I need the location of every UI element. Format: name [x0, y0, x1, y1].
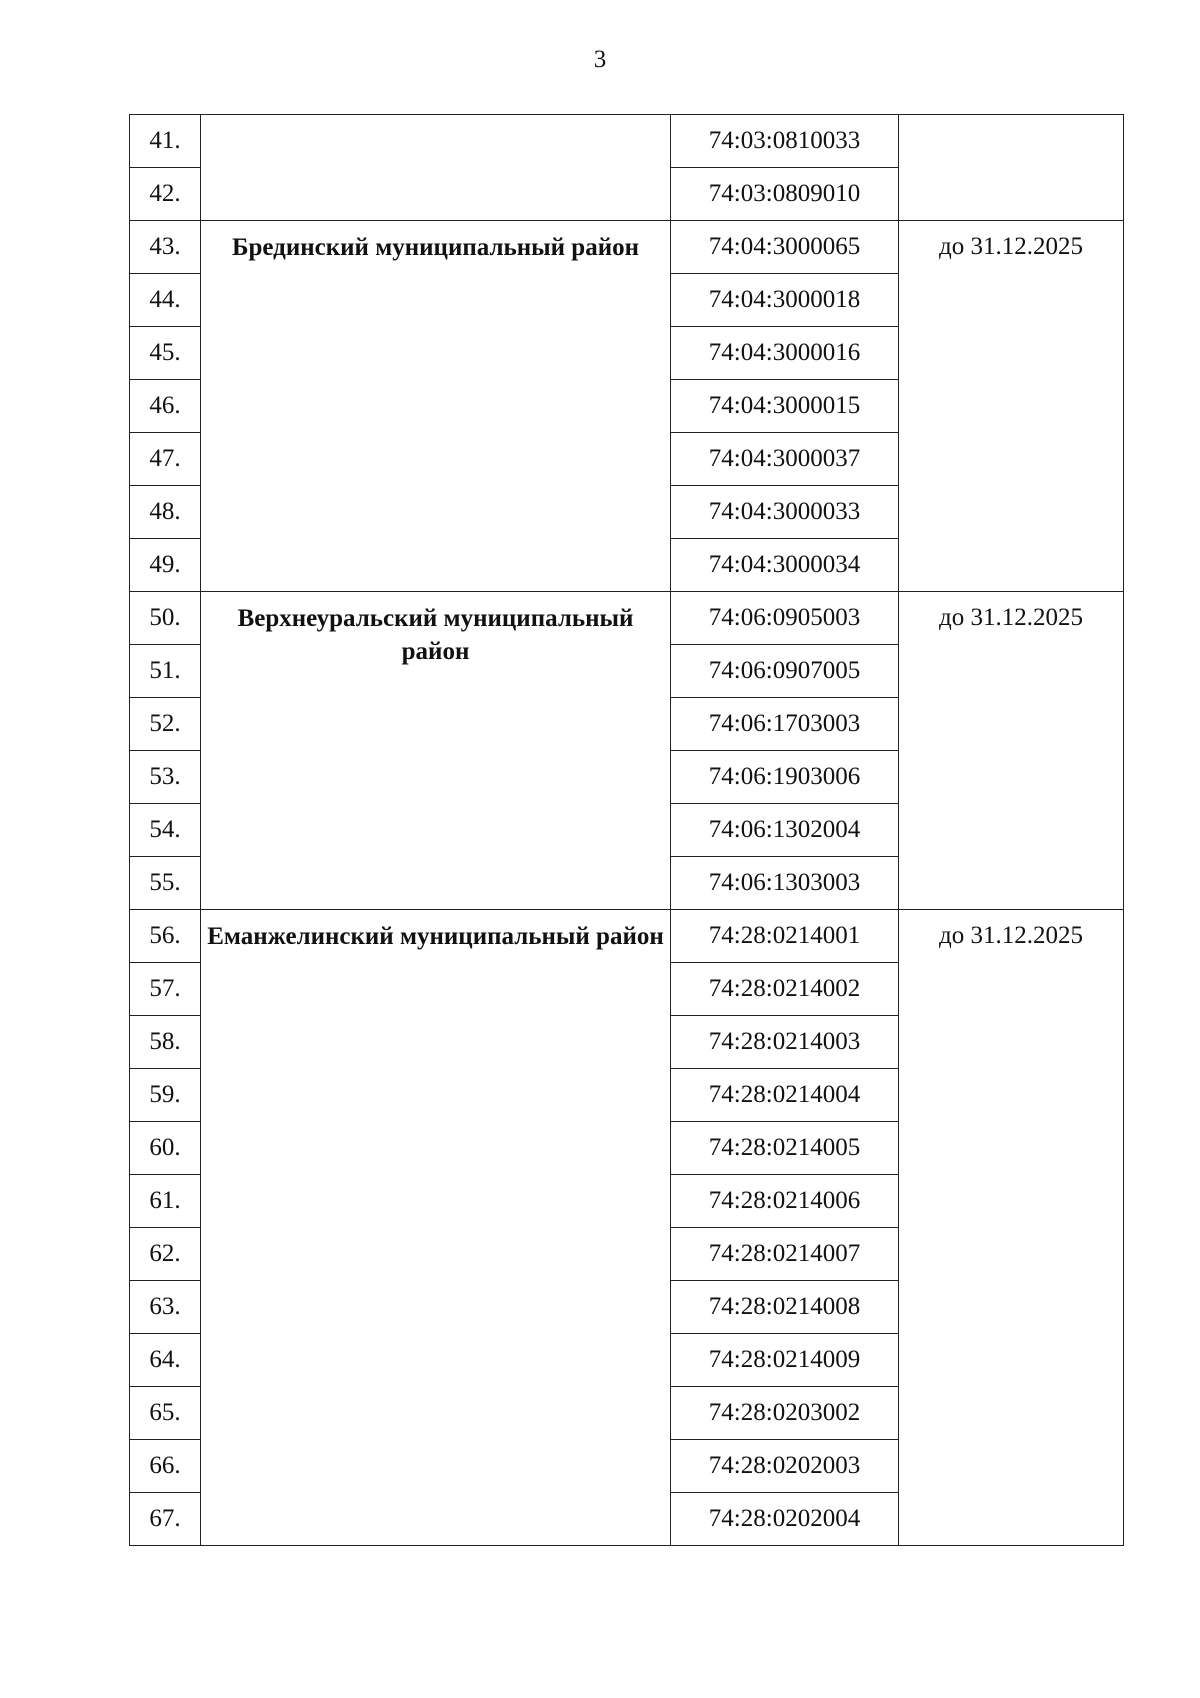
cadastral-quarter-number: 74:03:0809010 — [671, 168, 899, 221]
table-body — [130, 115, 1124, 1546]
row-number: 67. — [130, 1493, 201, 1546]
row-number: 54. — [130, 804, 201, 857]
row-number: 64. — [130, 1334, 201, 1387]
row-number: 43. — [130, 221, 201, 274]
deadline-date — [899, 115, 1124, 221]
table-row — [130, 221, 1124, 274]
cadastral-quarter-number: 74:04:3000037 — [671, 433, 899, 486]
row-number: 58. — [130, 1016, 201, 1069]
row-number: 55. — [130, 857, 201, 910]
table-row — [130, 910, 1124, 963]
cadastral-table — [129, 114, 1124, 1546]
cadastral-quarter-number: 74:06:1903006 — [671, 751, 899, 804]
row-number: 62. — [130, 1228, 201, 1281]
row-number: 51. — [130, 645, 201, 698]
row-number: 49. — [130, 539, 201, 592]
row-number: 60. — [130, 1122, 201, 1175]
cadastral-quarter-number: 74:04:3000018 — [671, 274, 899, 327]
row-number: 57. — [130, 963, 201, 1016]
row-number: 65. — [130, 1387, 201, 1440]
row-number: 53. — [130, 751, 201, 804]
deadline-date: до 31.12.2025 — [899, 592, 1124, 910]
cadastral-quarter-number: 74:06:0907005 — [671, 645, 899, 698]
row-number: 48. — [130, 486, 201, 539]
cadastral-quarter-number: 74:28:0214002 — [671, 963, 899, 1016]
row-number: 52. — [130, 698, 201, 751]
cadastral-quarter-number: 74:28:0214006 — [671, 1175, 899, 1228]
cadastral-quarter-number: 74:04:3000016 — [671, 327, 899, 380]
cadastral-quarter-number: 74:04:3000034 — [671, 539, 899, 592]
row-number: 66. — [130, 1440, 201, 1493]
cadastral-quarter-number: 74:03:0810033 — [671, 115, 899, 168]
district-name: Верхнеуральский муниципальный район — [201, 592, 671, 910]
deadline-date: до 31.12.2025 — [899, 910, 1124, 1546]
row-number: 46. — [130, 380, 201, 433]
cadastral-quarter-number: 74:28:0202003 — [671, 1440, 899, 1493]
row-number: 56. — [130, 910, 201, 963]
row-number: 59. — [130, 1069, 201, 1122]
deadline-date: до 31.12.2025 — [899, 221, 1124, 592]
row-number: 47. — [130, 433, 201, 486]
cadastral-quarter-number: 74:04:3000015 — [671, 380, 899, 433]
table-row — [130, 592, 1124, 645]
cadastral-quarter-number: 74:06:1303003 — [671, 857, 899, 910]
cadastral-quarter-number: 74:28:0214001 — [671, 910, 899, 963]
cadastral-quarter-number: 74:06:1703003 — [671, 698, 899, 751]
cadastral-quarter-number: 74:04:3000033 — [671, 486, 899, 539]
cadastral-quarter-number: 74:28:0203002 — [671, 1387, 899, 1440]
district-name: Еманжелинский муниципальный район — [201, 910, 671, 1546]
cadastral-quarter-number: 74:28:0214003 — [671, 1016, 899, 1069]
cadastral-quarter-number: 74:28:0214005 — [671, 1122, 899, 1175]
row-number: 45. — [130, 327, 201, 380]
district-name — [201, 115, 671, 221]
district-name: Брединский муниципальный район — [201, 221, 671, 592]
table-row — [130, 115, 1124, 168]
cadastral-quarter-number: 74:28:0214009 — [671, 1334, 899, 1387]
cadastral-quarter-number: 74:28:0214007 — [671, 1228, 899, 1281]
row-number: 42. — [130, 168, 201, 221]
cadastral-quarter-number: 74:06:1302004 — [671, 804, 899, 857]
row-number: 63. — [130, 1281, 201, 1334]
cadastral-quarter-number: 74:28:0214004 — [671, 1069, 899, 1122]
cadastral-quarter-number: 74:28:0202004 — [671, 1493, 899, 1546]
row-number: 61. — [130, 1175, 201, 1228]
row-number: 41. — [130, 115, 201, 168]
row-number: 44. — [130, 274, 201, 327]
row-number: 50. — [130, 592, 201, 645]
page-number: 3 — [593, 46, 607, 73]
cadastral-quarter-number: 74:28:0214008 — [671, 1281, 899, 1334]
cadastral-quarter-number: 74:04:3000065 — [671, 221, 899, 274]
cadastral-quarter-number: 74:06:0905003 — [671, 592, 899, 645]
